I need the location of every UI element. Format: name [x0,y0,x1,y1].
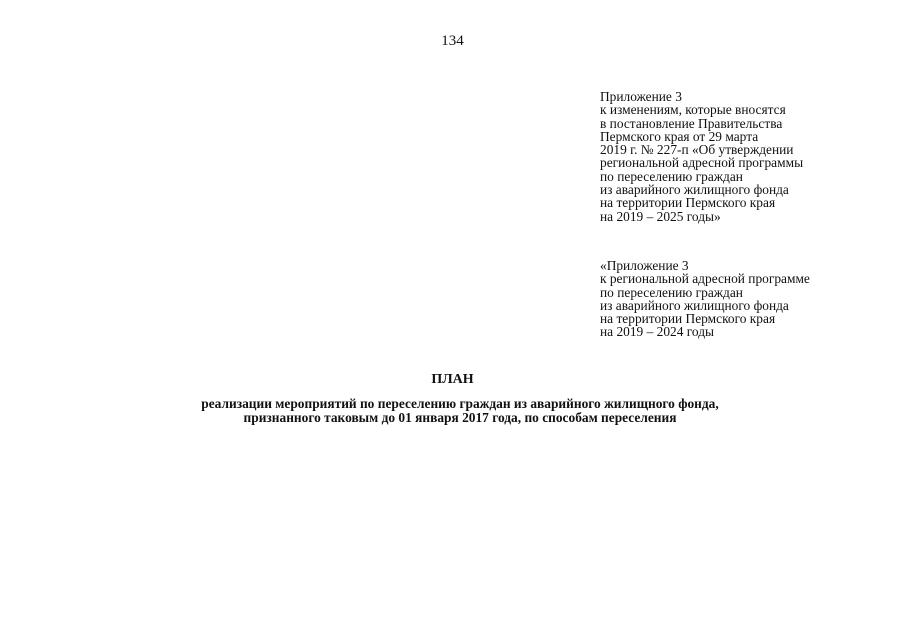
appendix-amendments-line: в постановление Правительства [600,115,783,131]
appendix-amendments-line: 2019 г. № 227-п «Об утверждении [600,142,794,158]
page-number: 134 [441,33,464,49]
appendix-amendments-line: на 2019 – 2025 годы» [600,208,721,224]
appendix-amendments-line: региональной адресной программы [600,155,804,171]
plan-subtitle [160,397,760,425]
plan-subtitle-line: реализации мероприятий по переселению граждан из аварийного жилищного фонда, [201,396,719,411]
appendix-program-line: «Приложение 3 [600,258,689,273]
appendix-amendments-line: на территории Пермского края [600,195,776,211]
appendix-program-line: к региональной адресной программе [600,271,810,287]
appendix-amendments-block [600,90,803,223]
plan-subtitle-line: признанного таковым до 01 января 2017 года, по способам переселения [243,410,677,425]
appendix-amendments-line: Пермского края от 29 марта [600,128,759,144]
appendix-amendments-line: по переселению граждан [600,168,743,184]
appendix-program-line: из аварийного жилищного фонда [600,297,789,313]
plan-title: ПЛАН [431,372,474,387]
appendix-program-line: на 2019 – 2024 годы [600,324,715,340]
appendix-program-block [600,259,810,339]
appendix-program-line: по переселению граждан [600,284,743,300]
appendix-program-line: на территории Пермского края [600,311,776,327]
appendix-amendments-line: Приложение 3 [600,89,682,104]
appendix-amendments-line: из аварийного жилищного фонда [600,182,789,198]
appendix-amendments-line: к изменениям, которые вносятся [600,102,786,118]
